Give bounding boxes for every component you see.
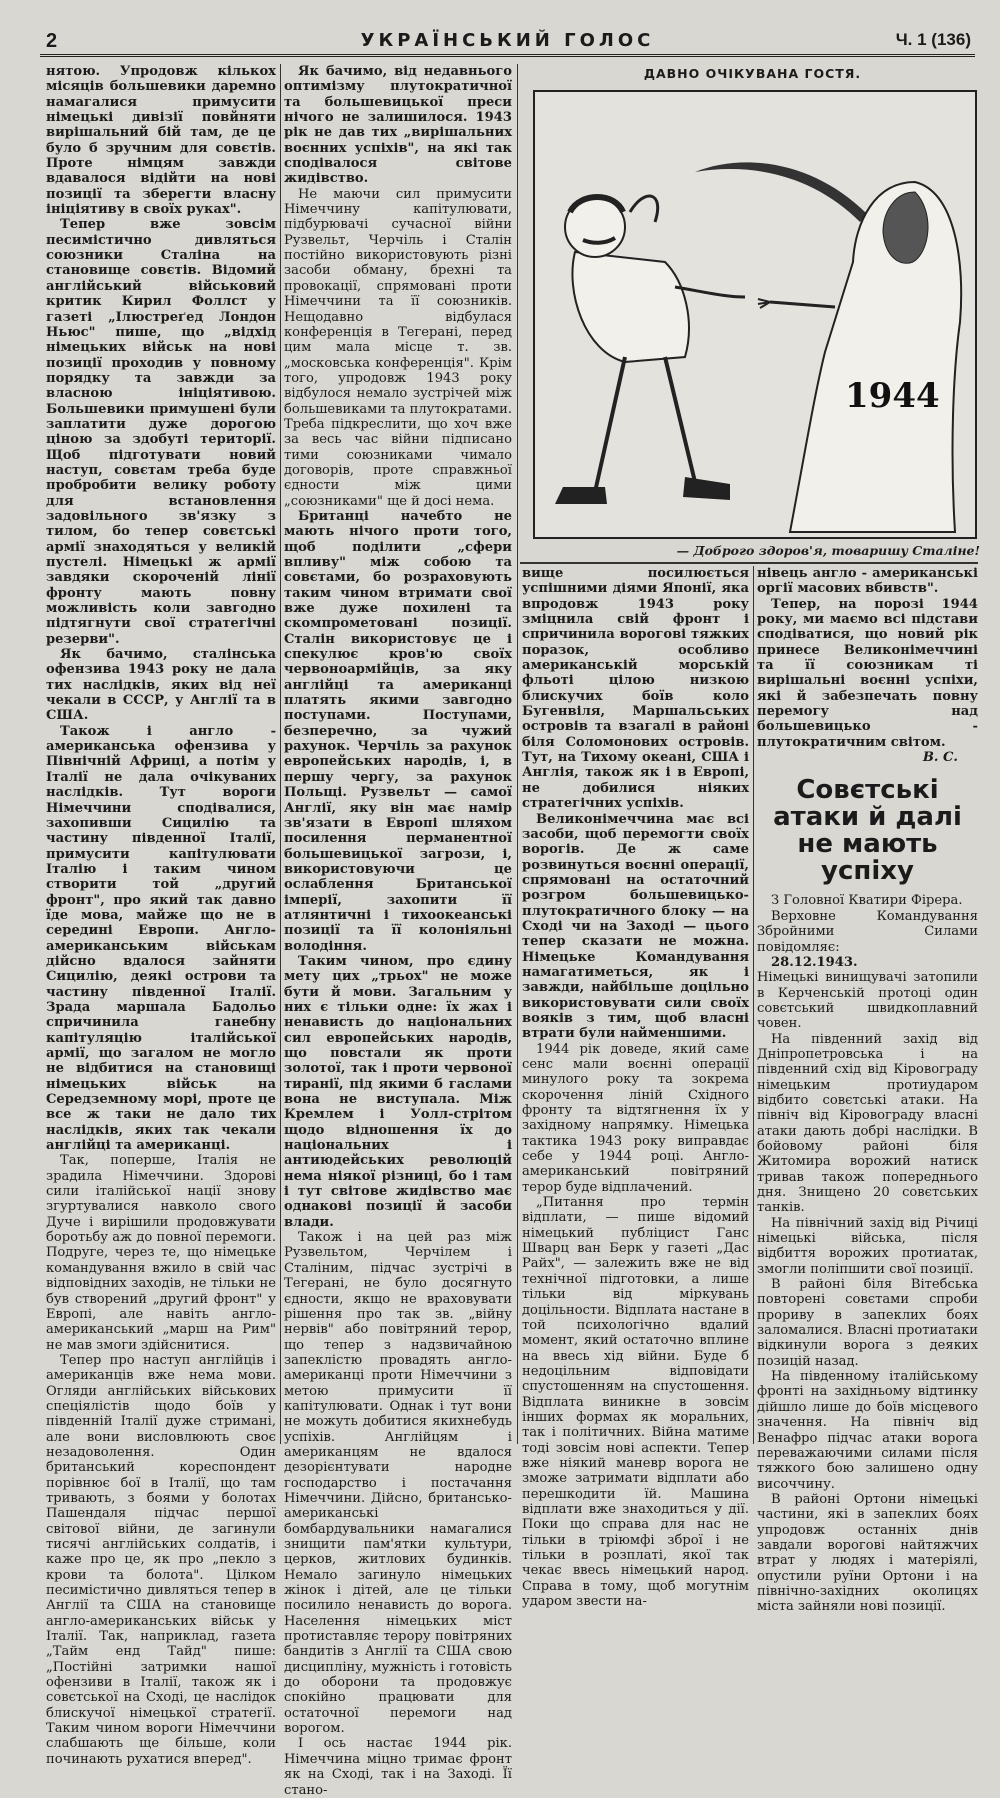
paragraph: В районі біля Вітебська повторені совєтами спроби прориву в запеклих боях заломалися. Власні протиатаки відкинули ворога з деяких позицій назад. <box>757 1277 978 1369</box>
paragraph: На південному італійському фронті на західньому відтинку дійшло лише до боїв місцевого значення. На північ від Венафро підчас атаки ворога переважаючими силами після тяжкого бою залишено одну височчину. <box>757 1369 978 1492</box>
article-column-1 <box>46 64 276 1767</box>
paragraph: На північний захід від Річиці німецькі війська, після відбиття ворожих протиатак, змогли поліпшити свої позиції. <box>757 1215 978 1277</box>
paragraph: Таким чином, про єдину мету цих „трьох" не може бути й мови. Загальним у них є тільки одне: їх жах і ненависть до національних сил европейських народів, що повстали як проти золотої, так і проти червоної тиранії, під якими б гаслами вона не виступала. Між Кремлем і Уолл-стрітом щодо відношення їх до національних і антиюдейських революцій нема ніякої різниці, бо і там і тут світове жидівство має однакові позиції й засоби влади. <box>284 953 512 1230</box>
paragraph: Великонімеччина має всі засоби, щоб перемогти своїх ворогів. Де ж саме розвинуться воєнні операції, спрямовані на остаточний розгром большевицько-плутократичного блоку — на Сході чи на Заході — цього тепер сказати не можна. Німецьке Командування намагатиметься, як і завжди, найбільше доцільно використовувати сили своїх вояків з тим, щоб власні втрати були найменшими. <box>522 811 749 1042</box>
newspaper-title: УКРАЇНСЬКИЙ ГОЛОС <box>360 30 655 51</box>
paragraph: Не маючи сил примусити Німеччину капітулювати, підбурювачі сучасної війни Рузвельт, Черчіль і Сталін постійно використовують різні засоби обману, брехні та провокації, спрямовані проти Німеччини та її союзників. Нещодавно відбулася конференція в Тегерані, перед цим мала місце т. зв. „московська конференція". Крім того, упродовж 1943 року відбулося немало зустрічей між большевиками та плутократами. Треба підкреслити, що хоч вже за весь час війни підписано тими союзниками чимало договорів, проте справжньої єдности між цими „союзниками" ще й досі нема. <box>284 186 512 509</box>
paragraph: Німецькі винищувачі затопили в Керченській протоці один совєтський швидкоплавний човен. <box>757 970 978 1032</box>
paragraph: Як бачимо, сталінська офензива 1943 року не дала тих наслідків, яких від неї чекали в СССР, у Англії та в США. <box>46 647 276 724</box>
paragraph: нівець англо - американські оргії масових вбивств". <box>757 566 978 597</box>
article-column-2 <box>284 64 512 1798</box>
column-rule <box>280 64 281 1444</box>
cartoon-bottom-rule <box>520 562 978 564</box>
paragraph: вище посилюється успішними діями Японії, яка впродовж 1943 року зміцнила свій фронт і спричинила ворогові тяжких поразок, особливо американській морській фльоті цілою низкою блискучих боїв коло Бугенвіля, Маршальських островів та взагалі в районі біля Соломонових островів. Тут, на Тихому океані, США і Англія, також як і в Европі, не добилися ніяких стратегічних успіхів. <box>522 566 749 812</box>
page-number: 2 <box>46 30 58 52</box>
date-line: 28.12.1943. <box>771 954 858 970</box>
cartoon-illustration <box>533 90 977 539</box>
paragraph: Британці начебто не мають нічого проти того, щоб поділити „сфери впливу" між собою та совєтами, бо розраховують таким чином втримати свої вже дуже похилені та скомпрометовані позиції. Сталін використовує це і спекулює кров'ю своїх червоноармійців, за яку англійці та американці платять якими завгодно поступами. Поступами, безперечно, за чужий рахунок. Черчіль за рахунок европейських народів, і, в першу чергу, за рахунок Польщі. Рузвельт — самої Англії, яку він має намір зв'язати в Европі шляхом посилення перманентної большевицької загрози, і, використовуючи це ослаблення Британської імперії, захопити її атлянтичні і тихоокеанські позиції та її колоніяльні володіння. <box>284 508 512 954</box>
paragraph: Тепер, на порозі 1944 року, ми маємо всі підстави сподіватися, що новий рік принесе Великонімеччині та її союзникам ті вирішальні воєнні успіхи, які й забезпечать повну перемогу над большевицько - плутократичним світом. <box>757 596 978 750</box>
paragraph: На південний захід від Дніпропетровська і на південний схід від Кіровограду німецьким протиударом відбито совєтські атаки. На північ від Кіровограду власні атаки дають добрі наслідки. В бойовому районі біля Житомира ворожий натиск тривав також попереднього дня. Знищено 20 совєтських танків. <box>757 1031 978 1216</box>
paragraph: Тепер про наступ англійців і американців вже нема мови. Огляди англійських військових спеціялістів щодо боїв у південній Італії дуже стримані, але вони висловлюють своє незадоволення. Один британський кореспондент порівнює бої в Італії, що там тривають, з боями у болотах Пашендаля підчас першої світової війни, де загинули тисячі англійських солдатів, і каже про це, як про „пекло з крови та болота". Цілком песимістично дивляться тепер в Англії та США на становище англо-американських військ у Італії. Так, наприклад, газета „Тайм енд Тайд" пише: „Постійні затримки нашої офензиви в Італії, також як і совєтської на Сході, це наслідок блискучої німецької стратегії. Таким чином вороги Німеччини слабшають ще більше, коли починають рухатися вперед". <box>46 1352 276 1767</box>
cartoon-year-label: 1944 <box>845 376 940 416</box>
paragraph: Також і на цей раз між Рузвельтом, Черчілем і Сталіним, підчас зустрічі в Тегерані, не було досягнуто єдности, якщо не враховувати рішення про так зв. „війну нервів" або повітряний терор, що тепер з надзвичайною запеклістю провадять англо-американці проти Німеччини з метою примусити її капітулювати. Однак і тут вони не можуть добитися якихнебудь успіхів. Англійцям і американцям не вдалося дезорієнтувати народне господарство і постачання Німеччини. Дійсно, британсько-американські бомбардувальники намагалися знищити пам'ятки культури, церков, житлових будинків. Немало загинуло німецьких жінок і дітей, але це тільки посилило ненависть до ворога. Населення німецьких міст протиставляє терору повітряних бандитів з Англії та США свою дисципліну, мужність і готовість до оборони та продовжує спокійно працювати для остаточної перемоги над ворогом. <box>284 1230 512 1737</box>
cartoon-drawing <box>535 92 975 537</box>
paragraph: Так, поперше, Італія не зрадила Німеччини. Здорові сили італійської нації знову згуртувалися навколо свого Дуче і вирішили продовжувати боротьбу аж до повної перемоги. Подруге, через те, що німецьке командування вжило в свій час відповідних заходів, не тільки не був створений „другий фронт" у Европі, але навіть англо-американський „марш на Рим" не мав змоги здійснитися. <box>46 1153 276 1353</box>
masthead <box>40 28 975 57</box>
paragraph: Верховне Командування Збройними Силами повідомляє: <box>757 908 978 955</box>
paragraph: „Питання про термін відплати, — пише відомий німецький публіцист Ганс Шварц ван Берк у газеті „Дас Райх", — залежить вже не від технічної підготовки, а лише тільки від міркувань доцільности. Відплата настане в той психологічно вдалий момент, який остаточно вплине на ввесь хід війни. Буде б недоцільним відповідати спустошенням на спустошення. Відплата виникне в зовсім інших формах як моральних, так і політичних. Війна матиме тоді зовсім нові аспекти. Тепер вже ніякий маневр ворога не зможе затримати відплати або перешкодити їй. Машина відплати вже знаходиться у дії. Поки що справа для нас не тільки в тріюмфі зброї і не тільки в розплаті, якої так чекає ввесь німецький народ. Справа в тому, щоб могутнім ударом звести на- <box>522 1195 749 1610</box>
article-column-3 <box>522 566 749 1610</box>
issue-number: Ч. 1 (136) <box>895 30 971 49</box>
paragraph: нятою. Упродовж кількох місяців большевики даремно намагалися примусити німецькі дивізії повйняти вирішальний бій там, де це було б зручним для совєтів. Проте німцям завжди вдавалося відійти на нові позиції та зберегти власну ініціятиву в своїх руках". <box>46 64 276 218</box>
paragraph: Також і англо - американська офензива у Північній Африці, а потім у Італії не дала очікуваних наслідків. Тут вороги Німеччини сподівалися, захопивши Сицилію та частину південної Італії, примусити капітулювати Італію і таким чином створити той „другий фронт", про який так давно їде мова, майже що не в середині Европи. Англо-американським військам дійсно вдалося зайняти Сицилію, деякі острови та частину південної Італії. Зрада маршала Бадольо спричинила ганебну капітуляцію італійської армії, що загалом не могло не відбитися на становищі німецьких військ на Середземному морі, проте це все ж таки не дало тих наслідків, яких так чекали англійці та американці. <box>46 723 276 1154</box>
paragraph: З Головної Кватири Фірера. <box>771 893 963 909</box>
paragraph: 1944 рік доведе, який саме сенс мали воєнні операції минулого року та зокрема скорочення ліній Східного фронту та відтягнення їх у західному напрямку. Німецька тактика 1943 року виправдає себе у 1944 році. Англо-американський повітряний терор буде відплачений. <box>522 1041 749 1195</box>
cartoon-caption: — Доброго здоров'я, товаришу Сталіне! <box>676 543 980 558</box>
paragraph: В районі Ортони німецькі частини, які в запеклих боях упродовж останніх днів завдали ворогові найтяжчих втрат у людях і матеріялі, опустили руїни Ортони і на північно-західних околицях міста зайняли нові позиції. <box>757 1491 978 1615</box>
paragraph: І ось настає 1944 рік. Німеччина міцно тримає фронт як на Сході, так і на Заході. Її стано- <box>284 1736 512 1798</box>
column-rule <box>517 64 518 1444</box>
column-rule <box>753 566 754 1444</box>
article-headline: Совєтські атаки й далі не мають успіху <box>773 775 962 887</box>
paragraph: Тепер вже зовсім песимістично дивляться союзники Сталіна на становище совєтів. Відомий англійський військовий критик Кирил Фоллст у газеті „Ілюстреґед Лондон Ньюс" пише, що „відхід німецьких військ на нові позиції проходив у повному порядку та завжди за власною ініціятивою. Большевики примушені були заплатити дуже дорогою ціною за здобуті території. Щоб підготувати новий наступ, совєтам треба буде пробробити велику роботу для встановлення задовільного зв'язку з тилом, бо тепер совєтські армії знаходяться у великій пустелі. Німецькі ж армії завдяки скороченій лінії фронту мають повну можливість коли завгодно підтягнути свої стратегічні резерви". <box>46 217 276 647</box>
author-signature: В. С. <box>922 750 958 766</box>
paragraph: Як бачимо, від недавнього оптимізму плутократичної та большевицької преси нічого не залишилося. 1943 рік не дав тих „вирішальних воєнних успіхів", на які так сподівалося світове жидівство. <box>284 64 512 187</box>
article-column-4 <box>757 566 978 1615</box>
cartoon-title: ДАВНО ОЧІКУВАНА ГОСТЯ. <box>643 66 862 81</box>
